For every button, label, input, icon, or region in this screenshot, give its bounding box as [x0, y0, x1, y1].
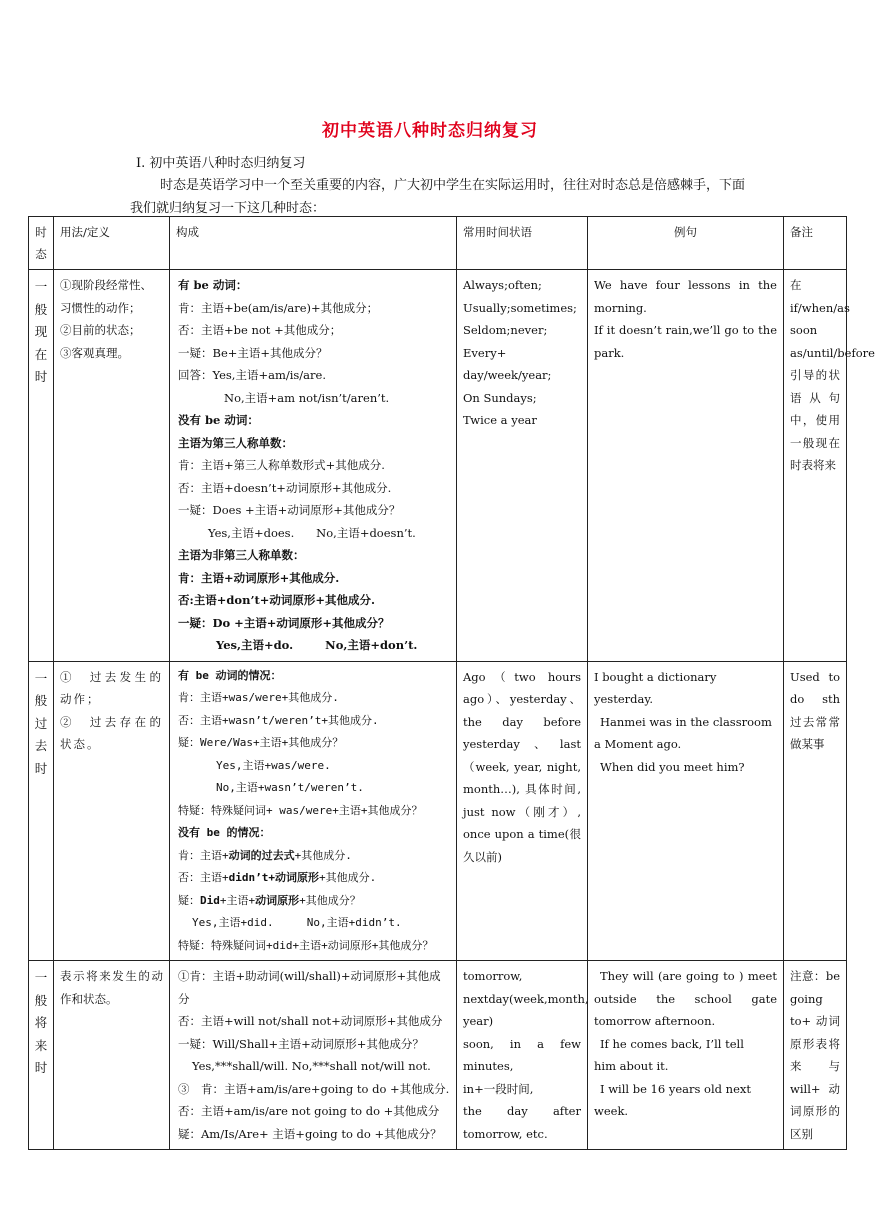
header-adverbials: 常用时间状语 — [457, 217, 588, 270]
form-line: 疑：Were/Was+主语+其他成分？ — [178, 736, 344, 749]
form-line: ①肯：主语+助动词(will/shall)+动词原形+其他成分 — [178, 969, 441, 1006]
adverbial-item: Every+ — [463, 345, 507, 360]
adverbial-item: soon, in a few minutes, — [463, 1036, 581, 1073]
notes-cell: 注意：be going to+ 动词原形表将来与 will+ 动词原形的区别 — [784, 961, 847, 1150]
table-row — [29, 661, 847, 961]
usage-item: ②目前的状态； — [60, 323, 141, 337]
form-line: 一疑：Does +主语+动词原形+其他成分？ — [178, 503, 401, 517]
adverbials-cell — [457, 961, 588, 1150]
form-cell — [170, 661, 457, 961]
usage-item: 表示将来发生的动作和状态。 — [60, 969, 163, 1006]
form-line: 回答：Yes,主语+am/is/are. — [178, 368, 326, 382]
adverbial-item: On Sundays; — [463, 390, 537, 405]
example-sentence: If it doesn’t rain,we’ll go to the park. — [594, 323, 777, 360]
form-line — [178, 867, 448, 890]
form-line: No,主语+am not/isn’t/aren’t. — [224, 390, 390, 405]
examples-cell — [588, 270, 784, 662]
adverbials-cell: Ago（two hours ago）、yesterday、the day before yesterday、last（week, year, night, month…), 具体时间, just now（刚才）, once upon a time(很久以前) — [457, 661, 588, 961]
form-line — [178, 890, 448, 913]
form-line: 否：主语+be not +其他成分； — [178, 323, 342, 337]
form-text: +主语+ — [219, 893, 256, 907]
example-sentence: I will be 16 years old next week. — [594, 1081, 751, 1118]
adverbial-item: Twice a year — [463, 413, 537, 427]
adverbials-cell — [457, 270, 588, 662]
form-line: 否:主语+don’t+动词原形+其他成分. — [178, 593, 376, 607]
form-line: 一疑：Do +主语+动词原形+其他成分？ — [178, 615, 390, 630]
example-sentence: him about it. — [594, 1059, 669, 1073]
form-line: 否：主语+am/is/are not going to do +其他成分 — [178, 1104, 440, 1118]
form-line: 肯：主语+was/were+其他成分. — [178, 691, 339, 704]
form-line: 主语为非第三人称单数： — [178, 548, 305, 562]
form-line: 否：主语+wasn’t/weren’t+其他成分. — [178, 713, 379, 727]
header-form: 构成 — [170, 217, 457, 270]
form-text: 肯：主语+ — [178, 848, 229, 862]
form-line: 有 be 动词的情况： — [178, 668, 282, 682]
form-cell — [170, 961, 457, 1150]
form-text: 疑： — [178, 893, 200, 907]
intro-paragraph: 时态是英语学习中一个至关重要的内容，广大初中学生在实际运用时，往往对时态总是倍感棘手，下面我们就归纳复习一下这几种时态： — [130, 178, 746, 216]
form-line: 主语为第三人称单数： — [178, 435, 293, 450]
adverbial-item: Usually;sometimes; — [463, 300, 577, 315]
section-heading: Ⅰ. 初中英语八种时态归纳复习 — [136, 156, 306, 171]
tense-name: 一般将来时 — [29, 961, 54, 1150]
adverbial-item: the day after tomorrow, etc. — [463, 1104, 581, 1141]
example-sentence: When did you meet him? — [600, 759, 745, 774]
adverbial-item: in+一段时间, — [463, 1081, 534, 1096]
tense-name: 一般现在时 — [29, 270, 54, 662]
form-line: Yes,主语+does. No,主语+doesn’t. — [208, 525, 416, 540]
form-line: Yes,***shall/will. No,***shall not/will not. — [192, 1059, 431, 1073]
notes-cell: Used to do sth 过去常常做某事 — [784, 661, 847, 961]
notes-cell: 在if/when/as soon as/until/before 引导的状语从句中，使用一般现在时表将来 — [784, 270, 847, 662]
header-usage: 用法/定义 — [54, 217, 170, 270]
form-line: Yes,主语+was/were. — [216, 758, 331, 772]
form-text: +其他成分. — [318, 871, 377, 884]
form-line: 肯：主语+be(am/is/are)+其他成分； — [178, 300, 379, 315]
table-row — [29, 961, 847, 1150]
form-line — [178, 845, 448, 868]
usage-item: ② 过去存在的状态。 — [60, 714, 163, 751]
form-text: +其他成分？ — [299, 893, 361, 907]
example-sentence: Hanmei was in the classroom a Moment ago. — [594, 714, 772, 751]
form-text-emphasis: didn’t+动词原形 — [228, 871, 319, 884]
usage-item: ①现阶段经常性、习惯性的动作； — [60, 278, 152, 315]
form-line: 否：主语+doesn’t+动词原形+其他成分. — [178, 480, 392, 495]
adverbial-item: day/week/year; — [463, 368, 552, 382]
usage-item: ① 过去发生的动作； — [60, 669, 163, 706]
usage-cell — [54, 661, 170, 961]
example-sentence: If he comes back, I’ll tell — [600, 1036, 744, 1051]
usage-cell — [54, 270, 170, 662]
form-line: 一疑：Be+主语+其他成分？ — [178, 345, 328, 360]
form-line: 有 be 动词： — [178, 278, 248, 292]
form-text-emphasis: Did — [200, 893, 220, 907]
form-line: Yes,主语+do. No,主语+don’t. — [216, 638, 418, 652]
form-cell — [170, 270, 457, 662]
form-line: Yes,主语+did. No,主语+didn’t. — [192, 916, 402, 929]
form-text-emphasis: 动词原形 — [255, 893, 300, 907]
table-header-row — [29, 217, 847, 270]
adverbial-item: Always;often; — [463, 278, 542, 292]
usage-cell — [54, 961, 170, 1150]
header-tense: 时态 — [29, 217, 54, 270]
form-text-emphasis: 动词的过去式 — [228, 848, 295, 862]
form-line: 特疑：特殊疑问词+ was/were+主语+其他成分？ — [178, 803, 423, 817]
form-line: No,主语+wasn’t/weren’t. — [216, 781, 364, 794]
example-sentence: I bought a dictionary yesterday. — [594, 669, 717, 706]
adverbial-item: tomorrow, — [463, 969, 523, 983]
header-notes: 备注 — [784, 217, 847, 270]
examples-cell — [588, 661, 784, 961]
form-line: 特疑：特殊疑问词+did+主语+动词原形+其他成分？ — [178, 938, 434, 952]
example-sentence: They will (are going to ) meet outside the school gate tomorrow afternoon. — [594, 969, 777, 1028]
usage-item: ③客观真理。 — [60, 345, 129, 360]
adverbial-item: nextday(week,month, year) — [463, 991, 589, 1028]
form-text: +其他成分. — [294, 848, 352, 862]
form-line: 没有 be 动词： — [178, 413, 259, 427]
form-line: ③ 肯：主语+am/is/are+going to do +其他成分. — [178, 1081, 450, 1096]
form-line: 一疑：Will/Shall+主语+动词原形+其他成分？ — [178, 1036, 424, 1051]
form-line: 肯：主语+动词原形+其他成分. — [178, 570, 340, 585]
header-examples: 例句 — [588, 217, 784, 270]
page-title: 初中英语八种时态归纳复习 — [322, 121, 538, 141]
form-line: 肯：主语+第三人称单数形式+其他成分. — [178, 458, 385, 472]
examples-cell — [588, 961, 784, 1150]
tense-table — [28, 216, 875, 1150]
adverbial-item: Seldom;never; — [463, 323, 548, 337]
example-sentence: We have four lessons in the morning. — [594, 278, 777, 315]
form-line: 否：主语+will not/shall not+动词原形+其他成分 — [178, 1014, 443, 1028]
form-text: 否：主语+ — [178, 871, 229, 884]
tense-name: 一般过去时 — [29, 661, 54, 961]
table-row — [29, 270, 847, 662]
form-line: 没有 be 的情况： — [178, 826, 271, 839]
form-line: 疑：Am/Is/Are+ 主语+going to do +其他成分？ — [178, 1126, 442, 1141]
